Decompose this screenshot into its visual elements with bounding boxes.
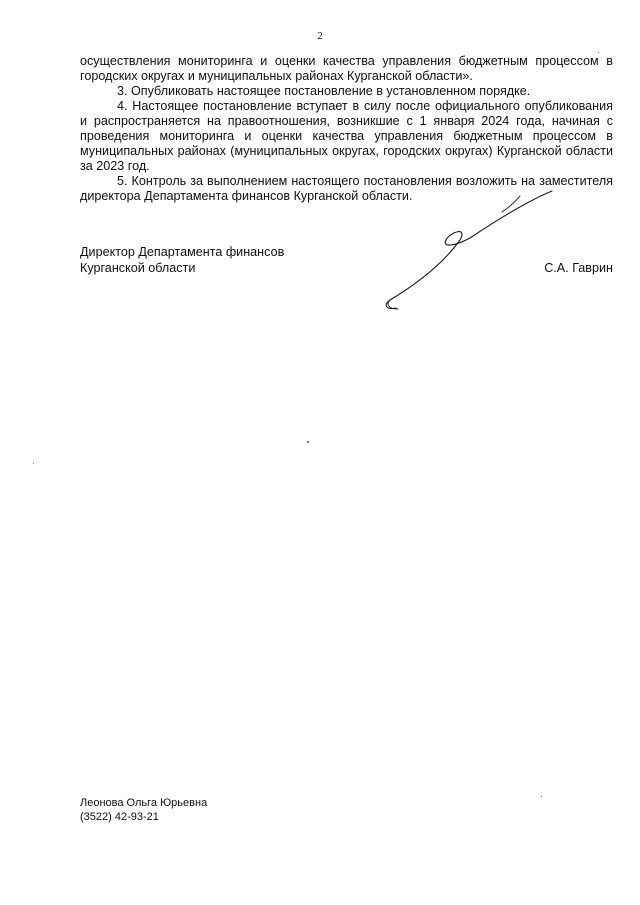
executor-name: Леонова Ольга Юрьевна <box>80 797 208 809</box>
paragraph-item-3: 3. Опубликовать настоящее постановление в установленном порядке. <box>117 84 531 98</box>
scan-speck <box>307 441 309 443</box>
page-number: 2 <box>317 30 323 42</box>
scan-speck <box>541 796 542 797</box>
document-body <box>80 54 613 204</box>
signature-block <box>80 244 613 276</box>
scan-speck <box>33 463 34 464</box>
scan-speck <box>598 52 599 53</box>
executor-phone: (3522) 42-93-21 <box>80 811 159 823</box>
paragraph-item-4: 4. Настоящее постановление вступает в силу после официального опубликования и распространяется на правоотношения, возникшие с 1 января 2024 года, начиная с проведения мониторинга и оценки качества управления бюджетным процессом в муниципальных районах (муниципальных округах, городских округах) Курганской области за 2023 год. <box>80 99 613 173</box>
signatory-position: Директор Департамента финансов <box>80 245 285 259</box>
paragraph-continuation: осуществления мониторинга и оценки качества управления бюджетным процессом в городских округах и муниципальных районах Курганской области». <box>80 54 613 83</box>
paragraph-item-5: 5. Контроль за выполнением настоящего постановления возложить на заместителя директора Департамента финансов Курганской области. <box>80 174 613 203</box>
executor-info <box>80 796 207 824</box>
signatory-organization: Курганской области <box>80 261 196 275</box>
signatory-name: С.А. Гаврин <box>544 261 613 275</box>
